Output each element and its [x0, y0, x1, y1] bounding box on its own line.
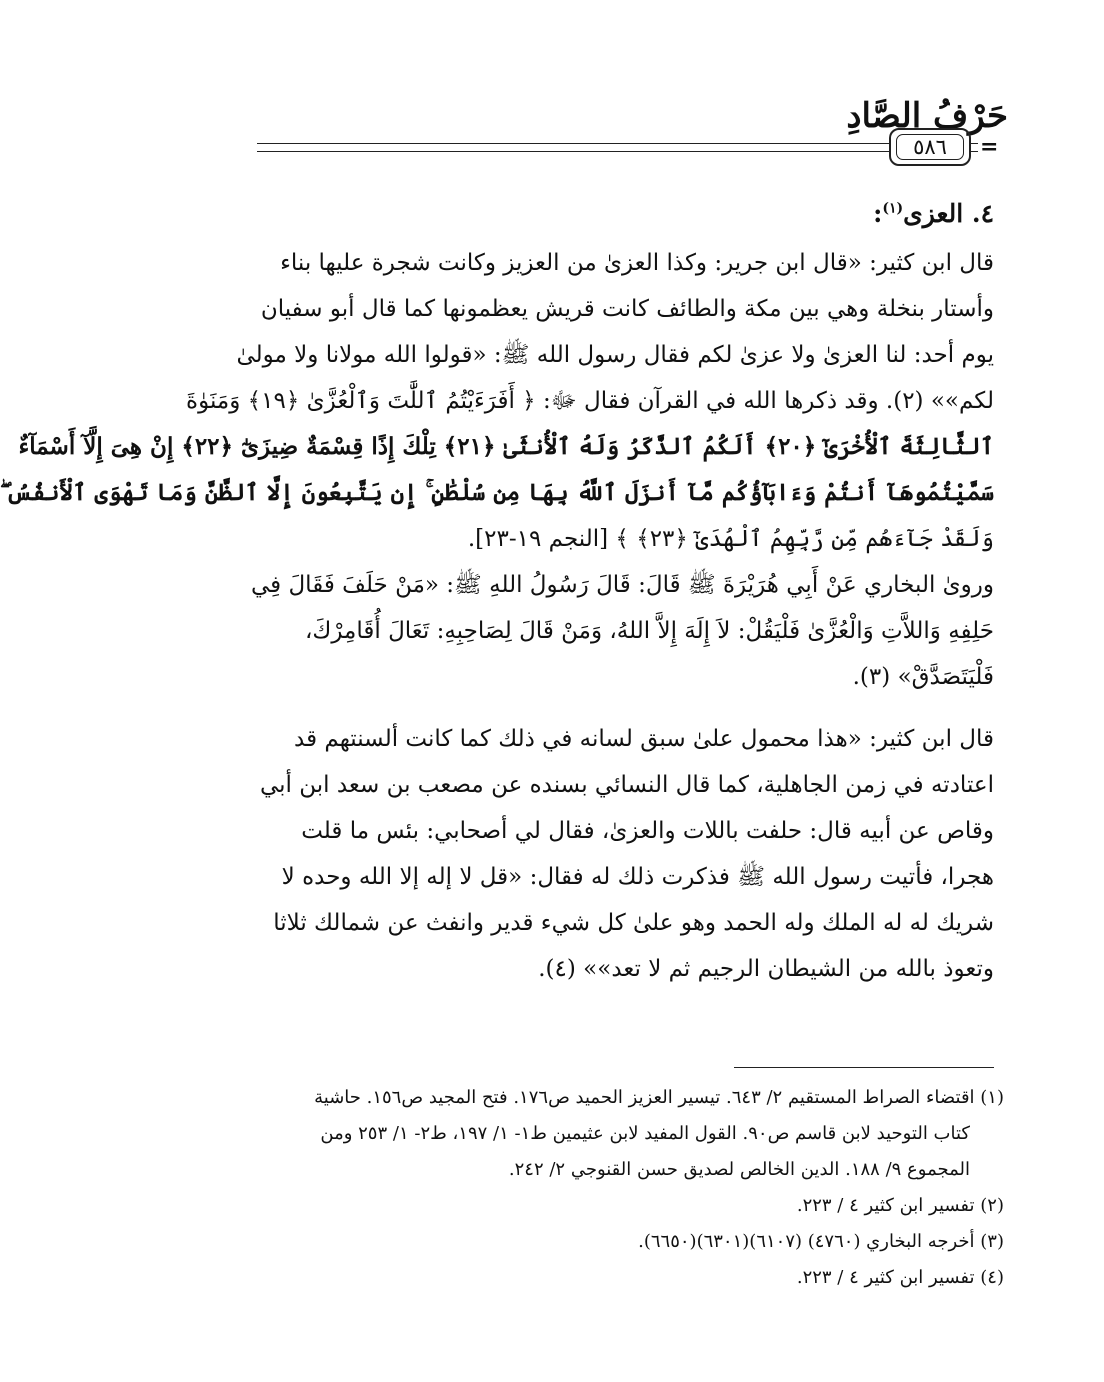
- section-heading: [267, 188, 994, 240]
- footnote-separator: [734, 1067, 994, 1068]
- text-line: وروىٰ البخاري عَنْ أَبِي هُرَيْرَةَ ﷺ قَالَ: قَالَ رَسُولُ اللهِ ﷺ: «مَنْ حَلَفَ فَقَالَ فِي: [251, 572, 994, 598]
- text-line: يوم أحد: لنا العزىٰ ولا عزىٰ لكم فقال رسول الله ﷺ: «قولوا الله مولانا ولا مولىٰ: [236, 342, 994, 368]
- paragraph-1: [0, 240, 994, 562]
- text-line: فَلْيَتَصَدَّقْ» (٣).: [852, 664, 994, 690]
- section-footnote-ref: (١): [882, 200, 904, 217]
- main-text: [0, 188, 994, 992]
- section-title-text: ٤. العزى: [903, 199, 994, 228]
- footnote-line: (٤) تفسير ابن كثير ٤ / ٢٢٣.: [796, 1267, 1004, 1288]
- header-rule: [257, 143, 889, 152]
- header-rule-right: [970, 143, 978, 152]
- footnote-line: (٣) أخرجه البخاري (٤٧٦٠) (٦١٠٧)(٦٣٠١)(٦٦٥٠).: [638, 1231, 1004, 1252]
- text-line: اعتادته في زمن الجاهلية، كما قال النسائي بسنده عن مصعب بن سعد ابن أبي: [259, 772, 994, 798]
- chapter-title: حَرْفُ الصَّادِ: [846, 96, 1008, 136]
- footnotes: [264, 1080, 1004, 1296]
- text-line: قال ابن كثير: «قال ابن جرير: وكذا العزىٰ من العزيز وكانت شجرة عليها بناء: [280, 250, 994, 276]
- paragraph-3: [259, 716, 994, 992]
- text-line: لكم»» (٢). وقد ذكرها الله في القرآن فقال ﷻ: ﴿ أَفَرَءَيْتُمُ ٱللَّٰتَ وَٱلْعُزَّىٰ ﴿١٩﴾ وَمَنَوٰةَ: [186, 388, 994, 414]
- footnote-line: (٢) تفسير ابن كثير ٤ / ٢٢٣.: [796, 1195, 1004, 1216]
- footnote-line: (١) اقتضاء الصراط المستقيم ٢/ ٦٤٣. تيسير العزيز الحميد ص١٧٦. فتح المجيد ص١٥٦. حاشية: [314, 1087, 1004, 1108]
- text-line: شريك له له الملك وله الحمد وهو علىٰ كل شيء قدير وانفث عن شمالك ثلاثا: [273, 910, 994, 936]
- footnote-line: المجموع ٩/ ١٨٨. الدين الخالص لصديق حسن القنوجي ٢/ ٢٤٢.: [508, 1159, 970, 1180]
- text-line: قال ابن كثير: «هذا محمول علىٰ سبق لسانه في ذلك كما كانت ألسنتهم قد: [294, 726, 994, 752]
- page-number-box: [889, 128, 971, 166]
- section-title-suffix: :: [873, 199, 883, 228]
- header-bracket: =: [980, 134, 999, 160]
- text-line: وقاص عن أبيه قال: حلفت باللات والعزىٰ، فقال لي أصحابي: بئس ما قلت: [301, 818, 994, 844]
- quran-line: ٱلثَّالِثَةَ ٱلْأُخْرَىٰٓ ﴿٢٠﴾ أَلَكُمُ ٱلذَّكَرُ وَلَهُ ٱلْأُنثَىٰ ﴿٢١﴾ تِلْكَ إِذًا قِسْمَةٌ ضِيزَىٰٓ ﴿٢٢﴾ إِنْ هِىَ إِلَّآ أَسْمَآءٌ: [18, 433, 994, 460]
- quran-line: وَلَقَدْ جَآءَهُم مِّن رَّبِّهِمُ ٱلْهُدَىٰٓ ﴿٢٣﴾ ﴾ [النجم ١٩-٢٣].: [467, 526, 994, 552]
- text-line: وأستار بنخلة وهي بين مكة والطائف كانت قريش يعظمونها كما قال أبو سفيان: [260, 296, 994, 322]
- text-line: وتعوذ بالله من الشيطان الرجيم ثم لا تعد»» (٤).: [538, 956, 994, 982]
- paragraph-2: [251, 562, 994, 700]
- quran-line: سَمَّيْتُمُوهَآ أَنتُمْ وَءَابَآؤُكُم مَّآ أَنزَلَ ٱللَّهُ بِهَا مِن سُلْطَٰنٍ ۚ إِن يَتَّبِعُونَ إِلَّا ٱلظَّنَّ وَمَا تَهْوَى ٱلْأَنفُسُ ۖ: [0, 479, 994, 506]
- page-number: ٥٨٦: [896, 134, 964, 160]
- paragraph-gap: [267, 700, 994, 716]
- text-line: حَلِفِهِ وَاللاَّتِ وَالْعُزَّىٰ فَلْيَقُلْ: لاَ إِلَهَ إِلاَّ اللهُ، وَمَنْ قَالَ لِصَاحِبِهِ: تَعَالَ أُقَامِرْكَ،: [304, 618, 994, 644]
- text-line: هجرا، فأتيت رسول الله ﷺ فذكرت ذلك له فقال: «قل لا إله إلا الله وحده لا: [281, 864, 994, 890]
- footnote-line: كتاب التوحيد لابن قاسم ص٩٠. القول المفيد لابن عثيمين ط١- ١/ ١٩٧، ط٢- ١/ ٢٥٣ ومن: [320, 1123, 970, 1144]
